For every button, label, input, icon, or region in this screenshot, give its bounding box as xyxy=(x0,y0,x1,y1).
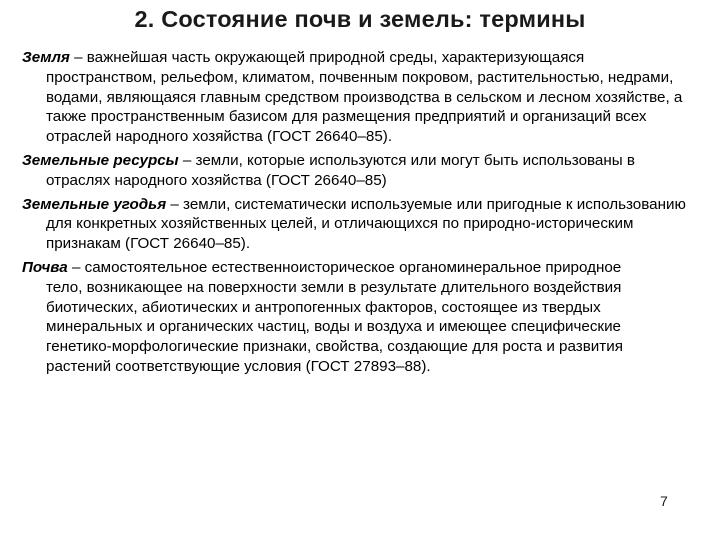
term-name: Земельные ресурсы xyxy=(22,151,179,169)
page-number: 7 xyxy=(660,493,668,509)
terms-list xyxy=(22,48,698,381)
term-name: Почва xyxy=(22,258,68,276)
slide-title: 2. Состояние почв и земель: термины xyxy=(134,6,586,32)
term-definition: – самостоятельное естественноисторическое органоминеральное природное тело, возникающее на поверхности земли в результате длительного воздействия биотических, абиотических и антропогенных факторов, состоящее из твердых минеральных и органических частиц, воды и воздуха и имеющее специфические генетико-морфологические признаки, свойства, создающие для роста и развития растений соответствующие условия (ГОСТ 27893–88). xyxy=(46,258,623,375)
term-entry-pochva xyxy=(22,258,698,377)
term-entry-zemlya xyxy=(22,48,698,147)
term-entry-zemelnye-resursy xyxy=(22,151,698,191)
term-entry-zemelnye-ugodya xyxy=(22,195,698,254)
term-definition: – земли, которые используются или могут быть использованы в отраслях народного хозяйства (ГОСТ 26640–85) xyxy=(46,151,635,189)
term-name: Земельные угодья xyxy=(22,195,167,213)
term-name: Земля xyxy=(22,49,70,66)
term-definition: – важнейшая часть окружающей природной среды, характеризующаяся пространством, рельефом, климатом, почвенным покровом, растительностью, недрами, водами, являющаяся главным средством производства в сельском и лесном хозяйстве, а также пространственным базисом для размещения предприятий и организаций всех отраслей народного хозяйства (ГОСТ 26640–85). xyxy=(46,49,683,146)
term-definition: – земли, систематически используемые или пригодные к использованию для конкретных хозяйственных целей, и отличающихся по природно-историческим признакам (ГОСТ 26640–85). xyxy=(46,195,686,253)
